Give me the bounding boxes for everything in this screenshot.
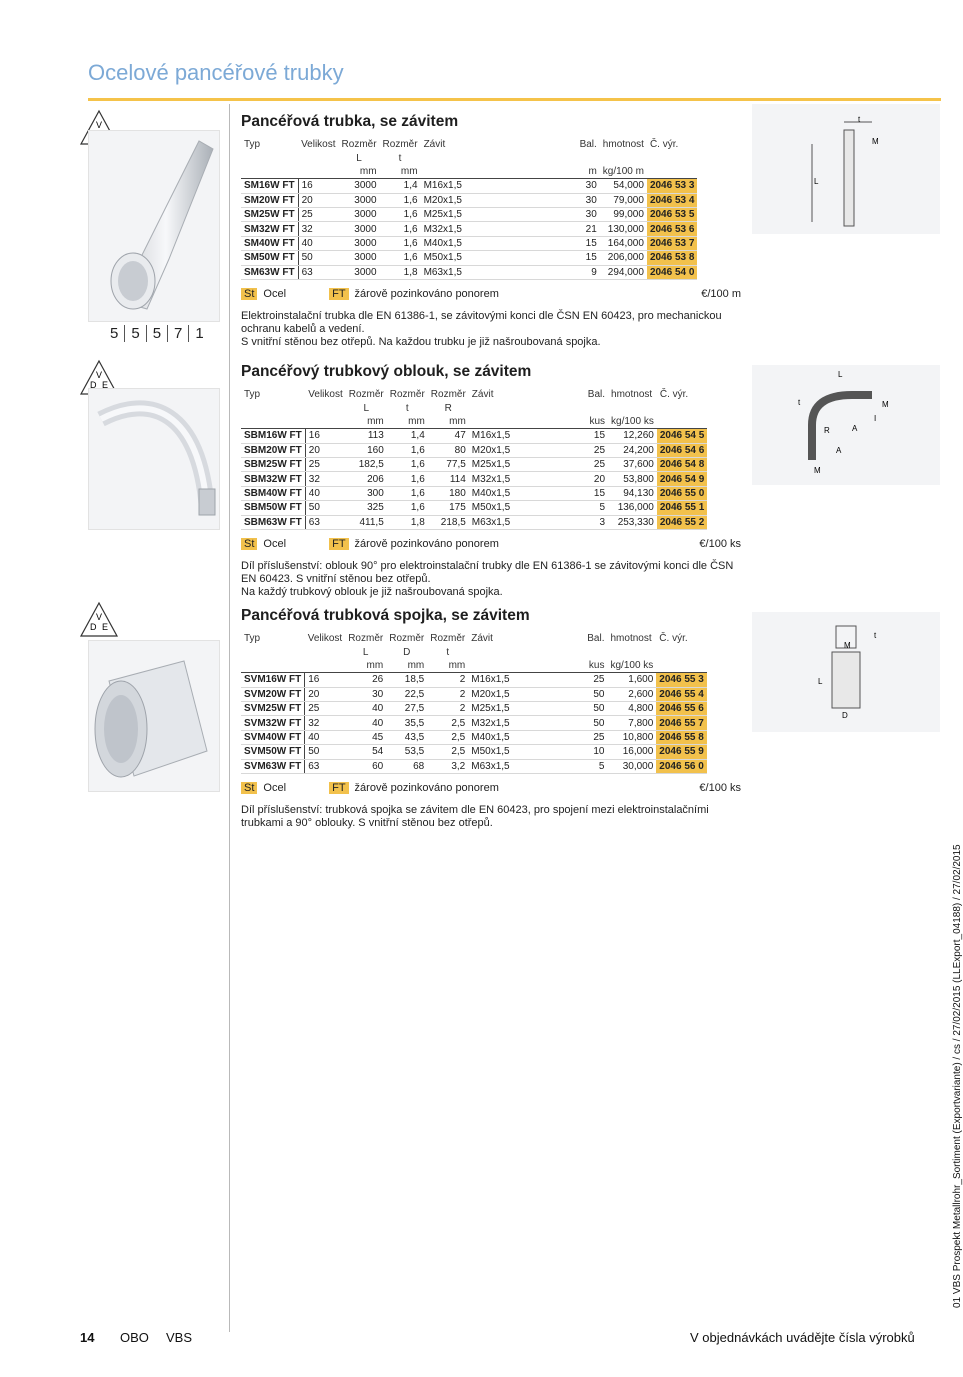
table-row: SVM16W FT 16 26 18,5 2 M16x1,5 25 1,600 2046 55 3	[241, 673, 707, 687]
drawing-label-m: M	[882, 400, 889, 409]
col-header: Č. výr.	[659, 633, 688, 645]
col-unit: mm	[380, 165, 421, 179]
col-unit: kg/100 m	[600, 165, 647, 179]
col-header: hmotnost	[611, 389, 653, 401]
drawing-label-r: R	[824, 426, 830, 435]
product-table	[241, 632, 707, 774]
page-number: 14	[80, 1330, 95, 1345]
drawing-label-a: A	[836, 446, 842, 455]
finish: žárově pozinkováno ponorem	[354, 537, 499, 550]
col-header: Rozměr	[389, 389, 425, 401]
coupling-drawing	[752, 612, 940, 732]
col-unit: m	[577, 165, 600, 179]
svg-text:E: E	[102, 130, 109, 140]
drawing-label-m: M	[844, 641, 851, 650]
material-code: St	[241, 538, 257, 550]
col-unit: mm	[387, 415, 428, 429]
drawing-label-i: I	[874, 414, 877, 423]
col-header: Rozměr	[382, 139, 418, 151]
section-title: Pancéřový trubkový oblouk, se závitem	[241, 363, 532, 380]
price-unit: €/100 m	[701, 287, 741, 300]
table-row: SVM63W FT 63 60 68 3,2 M63x1,5 5 30,000 2046 56 0	[241, 759, 707, 773]
section-title: Pancéřová trubka, se závitem	[241, 113, 459, 130]
product-table	[241, 388, 707, 530]
col-unit: mm	[386, 659, 427, 673]
svg-text:D: D	[90, 130, 97, 140]
finish: žárově pozinkováno ponorem	[354, 781, 499, 794]
table-row: SM25W FT 25 3000 1,6 M25x1,5 30 99,000 2046 53 5	[241, 207, 697, 221]
footer-system: VBS	[166, 1330, 193, 1345]
table-row: SBM16W FT 16 113 1,4 47 M16x1,5 15 12,260 2046 54 5	[241, 429, 707, 443]
vde-mark-icon	[78, 600, 120, 642]
col-header: Velikost	[301, 139, 336, 151]
col-unit: kg/100 ks	[608, 415, 657, 429]
col-header: Rozměr	[348, 389, 384, 401]
side-text: 01 VBS Prospekt Metallrohr_Sortiment (Exportvariante) / cs / 27/02/2015 (LLExport_04188) / 27/02/2015	[952, 844, 963, 1308]
catalog-digit: 5	[125, 325, 146, 342]
description-line: Elektroinstalační trubka dle EN 61386-1, se závitovými konci dle ČSN EN 60423, pro mechanickou ochranu kabelů a vedení.	[241, 309, 722, 335]
tube-photo	[88, 130, 220, 322]
col-header: Typ	[244, 633, 261, 645]
drawing-label-m: M	[814, 466, 821, 475]
finish-code: FT	[329, 782, 348, 794]
drawing-label-l: L	[818, 677, 823, 686]
table-row: SVM32W FT 32 40 35,5 2,5 M32x1,5 50 7,800 2046 55 7	[241, 716, 707, 730]
col-subheader: t	[398, 152, 402, 164]
col-unit: mm	[346, 415, 387, 429]
finish-code: FT	[329, 538, 348, 550]
finish-code: FT	[329, 288, 348, 300]
footer-note: V objednávkách uvádějte čísla výrobků	[690, 1330, 915, 1345]
col-header: hmotnost	[602, 139, 644, 151]
price-unit: €/100 ks	[699, 781, 741, 794]
section-tube	[241, 112, 741, 349]
finish: žárově pozinkováno ponorem	[354, 287, 499, 300]
section-coupling	[241, 606, 741, 830]
table-row: SBM32W FT 32 206 1,6 114 M32x1,5 20 53,800 2046 54 9	[241, 472, 707, 486]
col-header: Rozměr	[430, 389, 466, 401]
page-title: Ocelové pancéřové trubky	[88, 60, 344, 85]
drawing-label-a: A	[852, 424, 858, 433]
material-line	[241, 782, 741, 798]
col-header: Bal.	[587, 633, 605, 645]
side-rule	[229, 104, 230, 1332]
material-line	[241, 288, 741, 304]
svg-text:D: D	[90, 380, 97, 390]
footer-brand: OBO	[120, 1330, 149, 1345]
drawing-label-l: L	[838, 370, 843, 379]
table-row: SBM63W FT 63 411,5 1,8 218,5 M63x1,5 3 253,330 2046 55 2	[241, 515, 707, 529]
col-unit: mm	[339, 165, 380, 179]
col-header: Č. výr.	[659, 389, 689, 401]
col-header: Rozměr	[389, 633, 425, 645]
svg-text:D: D	[90, 622, 97, 632]
catalog-digit: 1	[195, 325, 204, 342]
col-header: Bal.	[579, 139, 597, 151]
description-line: Díl příslušenství: oblouk 90° pro elektroinstalační trubky dle EN 61386-1 se závitovými konci dle ČSN EN 60423. S vnitřní stěnou bez otřepů.	[241, 559, 734, 585]
material-code: St	[241, 782, 257, 794]
col-unit: mm	[428, 415, 469, 429]
col-unit: mm	[345, 659, 386, 673]
col-header: Závit	[471, 633, 493, 645]
col-subheader: t	[446, 646, 450, 658]
description	[241, 804, 741, 830]
table-row: SVM25W FT 25 40 27,5 2 M25x1,5 50 4,800 2046 55 6	[241, 701, 707, 715]
col-subheader: L	[356, 152, 362, 164]
description-line: Na každý trubkový oblouk je již našroubovaná spojka.	[241, 585, 503, 598]
table-row: SM50W FT 50 3000 1,6 M50x1,5 15 206,000 2046 53 8	[241, 251, 697, 265]
table-row: SBM20W FT 20 160 1,6 80 M20x1,5 25 24,200 2046 54 6	[241, 443, 707, 457]
catalog-digit: 5	[104, 325, 125, 342]
material: Ocel	[263, 287, 287, 300]
table-row: SVM40W FT 40 45 43,5 2,5 M40x1,5 25 10,800 2046 55 8	[241, 730, 707, 744]
catalog-digit: 5	[147, 325, 168, 342]
table-row: SM40W FT 40 3000 1,6 M40x1,5 15 164,000 2046 53 7	[241, 236, 697, 250]
description	[241, 310, 741, 349]
drawing-label-t: t	[874, 631, 877, 640]
table-row: SM63W FT 63 3000 1,8 M63x1,5 9 294,000 2046 54 0	[241, 265, 697, 279]
description-line: Díl příslušenství: trubková spojka se závitem dle EN 60423, pro spojení mezi elektroinstalačními trubkami a 90° oblouky. S vnitřní stěnou bez otřepů.	[241, 803, 709, 829]
col-subheader: D	[403, 646, 411, 658]
bend-drawing	[752, 365, 940, 485]
material: Ocel	[263, 537, 287, 550]
col-header: Bal.	[587, 389, 606, 401]
drawing-label-m: M	[872, 137, 879, 146]
table-row: SM32W FT 32 3000 1,6 M32x1,5 21 130,000 2046 53 6	[241, 222, 697, 236]
table-row: SVM50W FT 50 54 53,5 2,5 M50x1,5 10 16,000 2046 55 9	[241, 745, 707, 759]
col-header: Závit	[471, 389, 494, 401]
description-line: S vnitřní stěnou bez otřepů. Na každou trubku je již našroubovaná spojka.	[241, 335, 601, 348]
table-row: SM16W FT 16 3000 1,4 M16x1,5 30 54,000 2046 53 3	[241, 179, 697, 193]
catalog-digit: 7	[168, 325, 189, 342]
drawing-label-d: D	[842, 711, 848, 720]
col-unit: kus	[584, 659, 607, 673]
col-header: Rozměr	[348, 633, 384, 645]
tube-drawing	[752, 104, 940, 234]
col-header: Velikost	[307, 633, 343, 645]
col-header: Typ	[244, 389, 261, 401]
drawing-label-t: t	[858, 115, 861, 124]
col-header: Závit	[423, 139, 446, 151]
svg-text:V: V	[96, 612, 103, 622]
col-header: Rozměr	[430, 633, 466, 645]
svg-text:V: V	[96, 120, 103, 130]
bend-photo	[88, 388, 220, 530]
table-row: SM20W FT 20 3000 1,6 M20x1,5 30 79,000 2046 53 4	[241, 193, 697, 207]
svg-text:E: E	[102, 380, 109, 390]
title-rule	[88, 98, 941, 101]
product-table	[241, 138, 697, 280]
material-code: St	[241, 288, 257, 300]
price-unit: €/100 ks	[699, 537, 741, 550]
svg-text:E: E	[102, 622, 109, 632]
table-row: SBM40W FT 40 300 1,6 180 M40x1,5 15 94,130 2046 55 0	[241, 486, 707, 500]
section-bend	[241, 362, 741, 599]
col-header: Typ	[244, 139, 261, 151]
svg-text:V: V	[96, 370, 103, 380]
catalog-number	[104, 325, 210, 342]
drawing-label-t: t	[798, 398, 801, 407]
col-header: Rozměr	[341, 139, 377, 151]
col-header: hmotnost	[610, 633, 652, 645]
material-line	[241, 538, 741, 554]
table-row: SBM50W FT 50 325 1,6 175 M50x1,5 5 136,000 2046 55 1	[241, 501, 707, 515]
col-header: Velikost	[308, 389, 343, 401]
col-subheader: L	[363, 402, 370, 414]
col-subheader: t	[405, 402, 409, 414]
material: Ocel	[263, 781, 287, 794]
col-unit: mm	[427, 659, 468, 673]
drawing-label-l: L	[814, 177, 819, 186]
col-unit: kus	[585, 415, 608, 429]
col-subheader: R	[444, 402, 452, 414]
table-row: SBM25W FT 25 182,5 1,6 77,5 M25x1,5 25 37,600 2046 54 8	[241, 457, 707, 471]
col-subheader: L	[362, 646, 369, 658]
coupling-photo	[88, 640, 220, 792]
section-title: Pancéřová trubková spojka, se závitem	[241, 607, 530, 624]
table-row: SVM20W FT 20 30 22,5 2 M20x1,5 50 2,600 2046 55 4	[241, 687, 707, 701]
description	[241, 560, 741, 599]
col-unit: kg/100 ks	[607, 659, 656, 673]
col-header: Č. výr.	[649, 139, 679, 151]
